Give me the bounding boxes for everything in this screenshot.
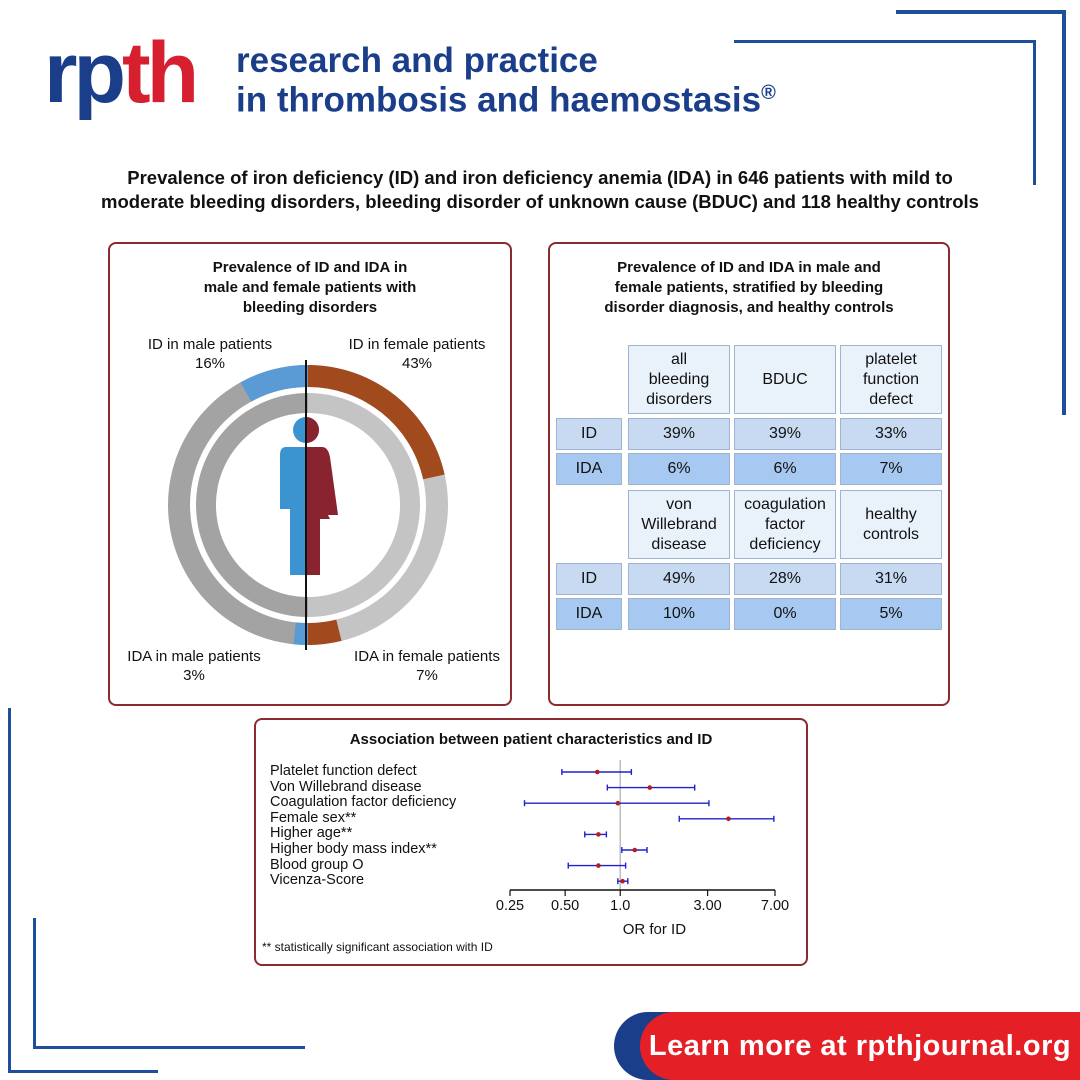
table-value-cell: 0% — [734, 598, 836, 630]
forest-row-label: Platelet function defect — [270, 763, 417, 779]
page-title — [60, 166, 1020, 214]
journal-line-2: in thrombosis and haemostasis — [236, 80, 762, 120]
donut-chart — [168, 360, 448, 650]
frame-top-line-1 — [896, 10, 1066, 14]
logo-th: th — [122, 25, 196, 121]
label-ida-male-text: IDA in male patients — [127, 648, 261, 665]
journal-name — [236, 41, 776, 120]
table-header-text: BDUC — [762, 370, 808, 388]
label-ida-male — [114, 647, 274, 685]
table-header-cell — [840, 490, 942, 559]
table-header-text: Willebrand — [641, 515, 717, 533]
table-row-label-ida: IDA — [556, 598, 622, 630]
table-value-cell: 6% — [734, 453, 836, 485]
label-ida-female-value: 7% — [416, 667, 438, 684]
donut-panel — [108, 242, 512, 706]
forest-row — [568, 863, 625, 869]
learn-more-button[interactable]: Learn more at rpthjournal.org — [640, 1012, 1080, 1080]
registered-mark: ® — [761, 82, 776, 104]
frame-bottom-line-2 — [33, 1046, 305, 1049]
table-value-cell: 10% — [628, 598, 730, 630]
label-id-male-value: 16% — [194, 355, 226, 372]
label-id-female-value: 43% — [401, 355, 433, 372]
forest-row — [585, 831, 607, 837]
frame-top-line-2 — [734, 40, 1036, 43]
table-row-label-ida: IDA — [556, 453, 622, 485]
donut-title-line-1: Prevalence of ID and IDA in — [212, 259, 408, 276]
table-value-cell: 39% — [734, 418, 836, 450]
rpth-logo — [44, 25, 196, 121]
table-header-text: controls — [862, 525, 920, 543]
table-header-text: healthy — [865, 505, 917, 523]
frame-left-line-1 — [8, 708, 11, 1073]
forest-row-label: Higher age** — [270, 825, 353, 842]
table-header-text: factor — [764, 515, 805, 533]
table-header-text: von — [666, 495, 692, 513]
label-id-female-text: ID in female patients — [348, 336, 486, 353]
or-point — [632, 848, 637, 853]
label-ida-male-value: 3% — [183, 667, 205, 684]
table-title-line-1: Prevalence of ID and IDA in male and — [617, 259, 881, 276]
forest-row — [618, 878, 628, 884]
table-value-cell: 7% — [840, 453, 942, 485]
or-point — [647, 785, 652, 790]
table-header-text: disorders — [646, 390, 712, 408]
ida-female-segment — [308, 620, 342, 645]
forest-footnote: ** statistically significant association with ID — [262, 940, 493, 954]
or-point — [616, 801, 621, 806]
table-value-cell: 6% — [628, 453, 730, 485]
or-point — [726, 817, 731, 822]
table-value-cell: 5% — [840, 598, 942, 630]
forest-row-label: Von Willebrand disease — [270, 778, 422, 795]
journal-line-1: research and practice — [236, 41, 598, 80]
or-point — [595, 770, 600, 775]
label-ida-female-text: IDA in female patients — [354, 648, 500, 665]
table-title-line-3: disorder diagnosis, and healthy controls — [604, 299, 894, 316]
table-header-cell — [628, 345, 730, 414]
forest-row-label: Blood group O — [270, 856, 364, 873]
or-point — [596, 863, 601, 868]
page-title-line-1: Prevalence of iron deficiency (ID) and iron deficiency anemia (IDA) in 646 patients with mild to — [127, 167, 953, 188]
frame-bottom-line-1 — [8, 1070, 158, 1073]
table-value-cell: 33% — [840, 418, 942, 450]
table-header-text: platelet — [865, 350, 917, 368]
forest-panel-title: Association between patient characteristics and ID — [349, 731, 713, 748]
table-header-text: defect — [869, 390, 913, 408]
table-header-text: bleeding — [648, 370, 710, 388]
table-header-text: all — [670, 350, 687, 368]
page-title-line-2: moderate bleeding disorders, bleeding disorder of unknown cause (BDUC) and 118 healthy controls — [101, 191, 979, 212]
table-panel-title — [550, 258, 948, 318]
forest-row-label: Coagulation factor deficiency — [270, 794, 457, 811]
table-value-cell: 31% — [840, 563, 942, 595]
x-tick-label: 1.0 — [610, 898, 631, 914]
x-axis-label: OR for ID — [622, 921, 687, 938]
forest-row — [622, 847, 647, 853]
forest-row-label: Vicenza-Score — [270, 872, 365, 889]
table-header-cell — [734, 345, 836, 414]
label-id-male-text: ID in male patients — [147, 336, 273, 353]
frame-right-line-1 — [1062, 10, 1066, 415]
table-title-line-2: female patients, stratified by bleeding — [614, 279, 884, 296]
or-point — [620, 879, 625, 884]
x-tick-label: 7.00 — [760, 898, 790, 914]
table-row-label-id: ID — [556, 418, 622, 450]
x-tick-label: 0.25 — [495, 898, 525, 914]
table-value-cell: 49% — [628, 563, 730, 595]
forest-row — [524, 800, 708, 806]
table-value-cell: 39% — [628, 418, 730, 450]
frame-left-line-2 — [33, 918, 36, 1048]
forest-row-label: Higher body mass index** — [270, 841, 437, 857]
table-row-label-id: ID — [556, 563, 622, 595]
donut-title-line-2: male and female patients with — [203, 279, 417, 296]
forest-row — [679, 816, 774, 822]
donut-panel-title — [110, 258, 510, 318]
or-point — [596, 832, 601, 837]
table-header-cell — [628, 490, 730, 559]
table-header-cell — [734, 490, 836, 559]
label-ida-female — [342, 647, 512, 685]
forest-plot — [480, 760, 800, 940]
donut-title-line-3: bleeding disorders — [242, 299, 378, 316]
table-header-text: function — [862, 370, 920, 388]
forest-row-label: Female sex** — [270, 809, 357, 826]
table-header-text: disease — [651, 535, 707, 553]
frame-right-line-2 — [1033, 40, 1036, 185]
table-header-text: coagulation — [744, 495, 826, 513]
table-value-cell: 28% — [734, 563, 836, 595]
table-header-cell — [840, 345, 942, 414]
table-header-text: deficiency — [749, 535, 821, 553]
x-tick-label: 3.00 — [693, 898, 722, 914]
logo-rp: rp — [44, 25, 122, 121]
x-tick-label: 0.50 — [551, 898, 580, 914]
